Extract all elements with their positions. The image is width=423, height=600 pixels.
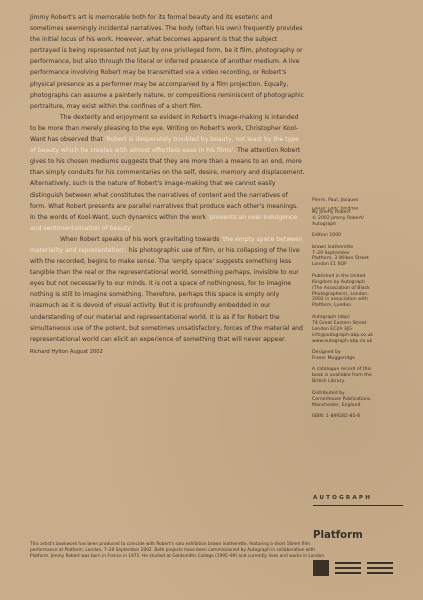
- autograph-logo-rule: [313, 505, 403, 506]
- exhibition-line: brown leatherette: [312, 244, 354, 250]
- kool-want-quote-2: 'prevents an over-indulgence and sentimentalisation of beauty'.: [30, 213, 297, 232]
- published-line: Photographers), London,: [312, 291, 369, 297]
- paragraph-3-intro: When Robert speaks of his work gravitating towards: [60, 235, 220, 243]
- address-line: Autograph (abp): [312, 314, 350, 320]
- paragraph-2-body: The attention Robert gives to his chosen mediums suggests that they are more than a means to an end, more than simply conduits for his commentaries on the self, desire, memory and displacement. Alternatively, such is the nature of Robert's image-making that we cannot easily distinguish between what constitutes the narratives of content and the narratives of form. What Robert presents are parallel narratives that produce each other's meanings. In the words of Kool-Want, such dynamics within the work: [30, 147, 305, 221]
- exhibition-block: [312, 245, 404, 269]
- paragraph-2: [30, 112, 305, 234]
- distributor-line: Cornerhouse Publications,: [312, 396, 372, 402]
- paragraph-2-intro: The dexterity and enjoyment so evident in Robert's image-making is intended to be more than merely pleasing to the eye. Writing on Robert's work, Christopher Kool-Want has observed that: [30, 113, 299, 144]
- copyright-line-2: © 2002 Jimmy Robert/: [312, 215, 364, 221]
- empty-space-quote: 'the empty space between materiality and representation',: [30, 235, 303, 254]
- exhibition-line: London E1 6QF: [312, 262, 347, 268]
- distributor-line: Manchester, England.: [312, 402, 362, 408]
- catalogue-line: British Library.: [312, 379, 346, 385]
- paragraph-3: [30, 234, 305, 345]
- copyright-line-3: Autograph: [312, 221, 337, 227]
- distributor-line: Distributed by: [312, 390, 345, 396]
- published-line: 2002 in association with: [312, 297, 368, 303]
- publisher-address-block: [312, 315, 404, 345]
- published-line: Published in the United: [312, 273, 366, 279]
- platform-logo: Platform: [313, 530, 363, 541]
- publication-details: [312, 198, 404, 426]
- book-title: Pierre, Paul, Jacques: [312, 198, 359, 203]
- edition-block: Edition 1000: [312, 233, 342, 239]
- funder-logo-stripes-icon: [335, 562, 361, 574]
- catalogue-line: book is available from the: [312, 373, 372, 379]
- funder-logo-square-icon: [313, 560, 329, 576]
- published-line: (The Association of Black: [312, 285, 370, 291]
- paragraph-1: Jimmy Robert's art is memorable both for its formal beauty and its esoteric and sometimes seemingly incidental narratives. The body (often his own) frequently provides the initial locus of his work. However, what becomes apparent is that the subject portrayed is being represented not just by one privileged form, be it film, photography or performance, but also through the literal or inferred presence of another medium. A live performance involving Robert may be transmitted via a video recording, or Robert's physical presence as a performer may be accompanied by a film projection. Equally, photographs can assume a painterly nature, or compositions reminiscent of photographic portraiture, may exist within the confines of a short film.: [30, 14, 304, 110]
- exhibition-line: Platform, 3 Wilkes Street: [312, 256, 369, 262]
- address-line: London EC2A 3JG: [312, 326, 352, 332]
- autograph-logo: AUTOGRAPH: [313, 495, 373, 501]
- published-line: Kingdom by Autograph: [312, 279, 365, 285]
- author-credit: Richard Hylton August 2002: [30, 348, 103, 355]
- designer-line: Designed by: [312, 350, 341, 355]
- colophon-note: This artist's bookwork has been produced to coincide with Robert's solo exhibition brown leatherette, featuring a short 16mm film performance at Platform, London, 7–29 September 2002. Both projects have been commissioned by Autograph in collaboration with Platform. Jimmy Robert was born in France in 1975. He studied at Goldsmiths College (1995–99) and currently lives and works in London.: [30, 542, 326, 560]
- catalogue-line: A catalogue record of this: [312, 367, 372, 373]
- address-line: 74 Great Eastern Street: [312, 320, 367, 326]
- designer-block: [312, 350, 404, 362]
- book-title-mirrored: Pierre, Paul, Jacques: [312, 204, 359, 210]
- title-block: [312, 198, 404, 228]
- exhibition-line: 7–29 September: [312, 250, 350, 256]
- catalogue-block: [312, 367, 404, 385]
- published-block: [312, 274, 404, 309]
- kool-want-quote-1: 'Robert is desperately troubled by beauty, not least by the type of beauty which he creates with almost effortless ease in his films'.: [30, 136, 299, 155]
- distributor-block: [312, 391, 404, 409]
- designer-line: Fraser Muggeridge: [312, 355, 355, 361]
- funder-logos: [313, 558, 405, 578]
- published-line: Platform, London: [312, 303, 352, 309]
- main-text-column: [30, 12, 305, 358]
- copyright-line-1: By Jimmy Robert: [312, 209, 351, 215]
- funder-logo-bars-icon: [367, 562, 393, 574]
- address-line: www.autograph-abp.co.uk: [312, 338, 373, 344]
- address-line: info@autograph-abp.co.uk: [312, 332, 374, 338]
- paragraph-3-body: his photographic use of film, or his collapsing of the live with the recorded, begins to make sense. The 'empty space' suggests something less tangible than the real or the representational world, something perhaps, invisible to our eyes but not necessarily to our minds. It is not a space of nothingness, for to imagine nothing is still to imagine something. Therefore, perhaps this space is empty only inasmuch as it is devoid of visual activity. But it is profoundly embedded in our understanding of our material and representational world. It is as if for Robert the simultaneous use of the potent, but sometimes unsatisfactory, forces of the material and representational world can elicit an experience of something that will never appear.: [30, 246, 303, 343]
- isbn: ISBN: 1-899282-85-8: [312, 414, 361, 420]
